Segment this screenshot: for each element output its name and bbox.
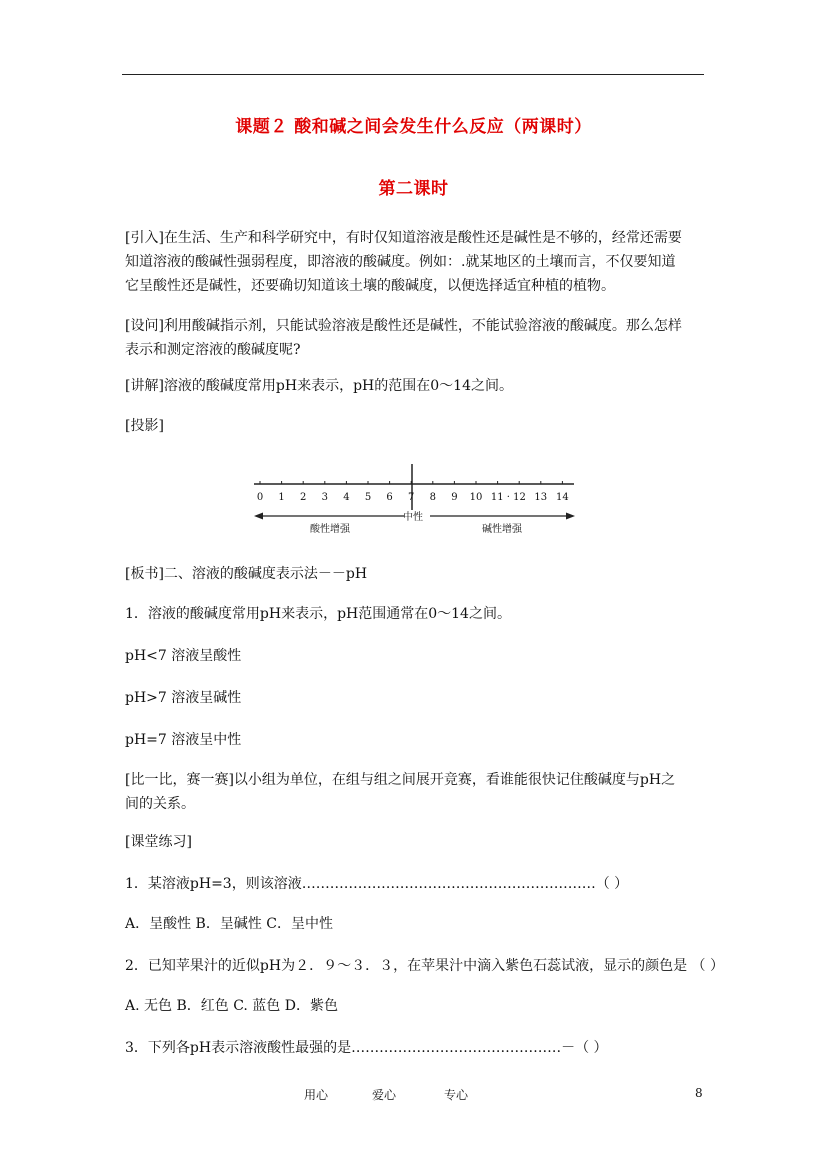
header-rule: [122, 74, 704, 75]
footer-motto-3: 专心: [444, 1088, 469, 1102]
scale-number: 3: [321, 492, 328, 503]
practice-label: [课堂练习]: [125, 834, 192, 850]
projection-label: [投影]: [125, 418, 164, 434]
scale-number: 5: [364, 492, 372, 503]
question-line-2: 表示和测定溶液的酸碱度呢?: [125, 342, 301, 358]
intro-line-2: 知道溶液的酸碱性强弱程度，即溶液的酸碱度。例如：.就某地区的土壤而言，不仅要知道: [125, 254, 676, 270]
footer-motto-2: 爱心: [372, 1088, 397, 1102]
ph-lt7-line: pH<7 溶液呈酸性: [125, 648, 242, 664]
ph-scale-svg: [250, 462, 580, 542]
scale-number: 4: [343, 492, 350, 503]
scale-number: 10: [469, 492, 483, 503]
page-number: 8: [695, 1086, 703, 1100]
lecture-line: [讲解]溶液的酸碱度常用pH来表示，pH的范围在0～14之间。: [125, 378, 513, 394]
scale-number: 8: [429, 492, 436, 503]
scale-number: 6: [386, 492, 393, 503]
compete-line-2: 间的关系。: [125, 796, 195, 812]
base-label: 碱性增强: [482, 524, 522, 535]
ph-scale-figure: [250, 462, 580, 542]
lesson-subtitle: 第二课时: [378, 179, 449, 199]
scale-number: 0: [256, 492, 264, 503]
compete-line-1: [比一比，赛一赛]以小组为单位，在组与组之间展开竞赛，看谁能很快记住酸碱度与pH之: [125, 772, 676, 788]
question-2: 2．已知苹果汁的近似pH为２．９～３．３，在苹果汁中滴入紫色石蕊试液，显示的颜色是 （ ）: [125, 958, 724, 974]
ph-eq7-line: pH=7 溶液呈中性: [125, 732, 242, 748]
base-arrow-head: [566, 513, 575, 520]
scale-number: 9: [451, 492, 458, 503]
scale-number-labels: [257, 492, 569, 503]
scale-number: 11 · 12: [490, 492, 526, 503]
question-1: 1．某溶液pH=3，则该溶液………………………………………………………（ ）: [125, 876, 629, 892]
point-1-line: 1．溶液的酸碱度常用pH来表示，pH范围通常在0～14之间。: [125, 606, 511, 622]
footer-motto-1: 用心: [304, 1088, 329, 1102]
scale-number: 2: [300, 492, 307, 503]
lesson-title: 课题２ 酸和碱之间会发生什么反应（两课时）: [235, 117, 592, 137]
acid-label: 酸性增强: [310, 524, 350, 535]
question-3: 3．下列各pH表示溶液酸性最强的是………………………………………－（ ）: [125, 1040, 608, 1056]
intro-line-1: [引入]在生活、生产和科学研究中，有时仅知道溶液是酸性还是碱性是不够的，经常还需要: [125, 230, 682, 246]
scale-number: 14: [556, 492, 569, 503]
intro-line-3: 它呈酸性还是碱性，还要确切知道该土壤的酸碱度，以便选择适宜种植的植物。: [125, 278, 615, 294]
question-2-options: A. 无色 B．红色 C. 蓝色 D．紫色: [125, 998, 338, 1014]
question-1-options: A．呈酸性 B．呈碱性 C．呈中性: [125, 916, 334, 932]
acid-arrow-head: [254, 513, 263, 520]
scale-number: 13: [534, 492, 548, 503]
neutral-label: 中性: [403, 512, 423, 523]
ph-gt7-line: pH>7 溶液呈碱性: [125, 690, 242, 706]
scale-number: 1: [278, 492, 285, 503]
board-line: [板书]二、溶液的酸碱度表示法－－pH: [125, 566, 368, 582]
question-line-1: [设问]利用酸碱指示剂，只能试验溶液是酸性还是碱性，不能试验溶液的酸碱度。那么怎样: [125, 318, 682, 334]
scale-number: 7: [408, 492, 415, 503]
